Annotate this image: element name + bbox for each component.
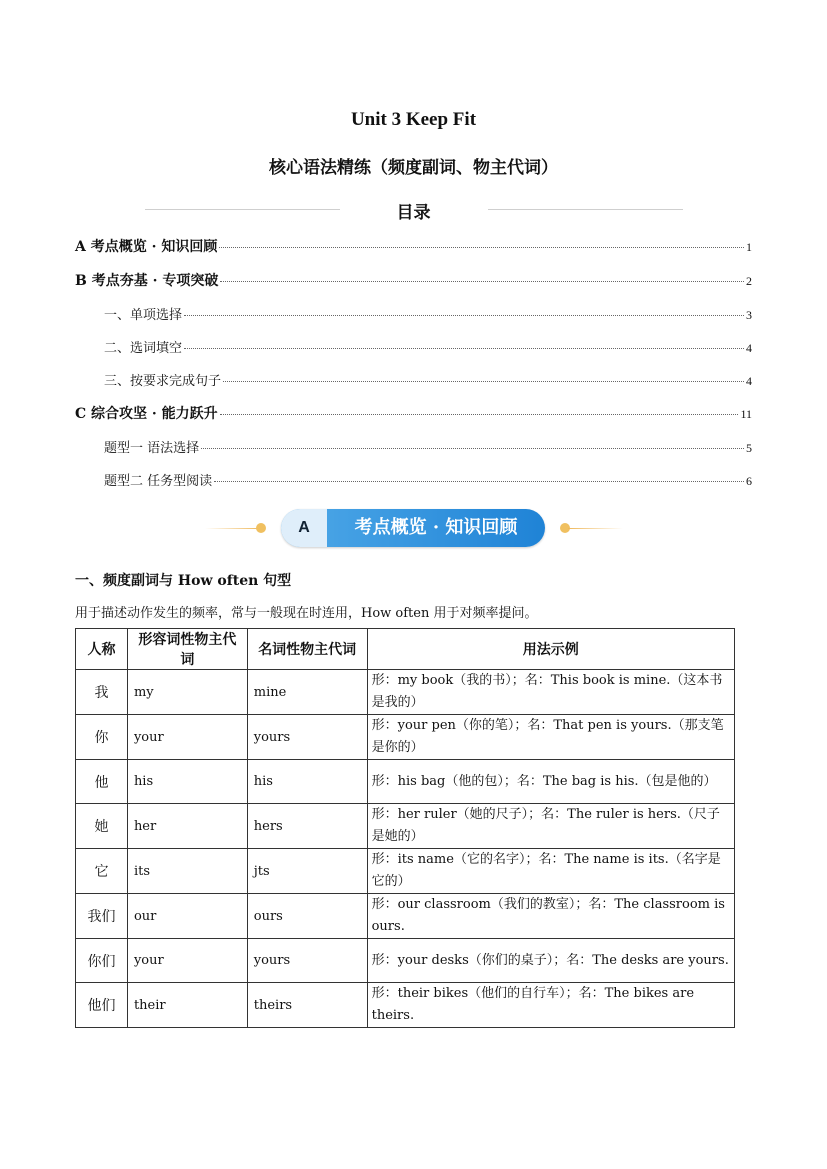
toc-entry[interactable] (104, 470, 752, 492)
banner-letter: A (281, 509, 327, 547)
table-header-cell: 名词性物主代词 (247, 629, 367, 670)
table-row (76, 715, 735, 760)
toc-entry[interactable] (75, 270, 752, 292)
toc-heading-text: 目录 (396, 203, 431, 223)
table-row (76, 670, 735, 715)
toc-entry-label: 题型二 任务型阅读 (104, 474, 213, 489)
adjective-pronoun-cell: your (127, 939, 247, 983)
toc-entry-label: C 综合攻坚 · 能力跃升 (75, 406, 218, 422)
person-cell: 我们 (76, 894, 128, 939)
usage-example-cell: 形：our classroom（我们的教室）；名：The classroom is ours. (367, 894, 734, 939)
toc-entry-page: 2 (746, 274, 752, 288)
table-header-cell: 人称 (76, 629, 128, 670)
toc-entry-page: 4 (746, 374, 752, 388)
toc-leader-dots (223, 381, 744, 382)
noun-pronoun-cell: mine (247, 670, 367, 715)
toc-entry[interactable] (104, 337, 752, 359)
table-header-cell: 用法示例 (367, 629, 734, 670)
toc-leader-dots (220, 281, 744, 282)
banner-line-right (568, 528, 623, 529)
toc-entry[interactable] (104, 437, 752, 459)
toc-entry-label: B 考点夯基 · 专项突破 (75, 273, 219, 289)
table-header-cell: 形容词性物主代词 (127, 629, 247, 670)
noun-pronoun-cell: his (247, 760, 367, 804)
adjective-pronoun-cell: her (127, 804, 247, 849)
table-row (76, 760, 735, 804)
document-title: Unit 3 Keep Fit (350, 109, 477, 130)
adjective-pronoun-cell: its (127, 849, 247, 894)
pronoun-table (75, 628, 735, 1028)
toc-leader-dots (214, 481, 744, 482)
noun-pronoun-cell: yours (247, 939, 367, 983)
usage-example-cell: 形：her ruler（她的尺子）；名：The ruler is hers.（尺子是她的） (367, 804, 734, 849)
table-row (76, 894, 735, 939)
adjective-pronoun-cell: his (127, 760, 247, 804)
usage-example-cell: 形：my book（我的书）；名：This book is mine.（这本书是我的） (367, 670, 734, 715)
section-title: 一、频度副词与 How often 句型 (75, 573, 292, 589)
toc-leader-dots (220, 414, 739, 415)
toc-entry[interactable] (104, 304, 752, 326)
noun-pronoun-cell: ours (247, 894, 367, 939)
toc-entry-page: 1 (746, 240, 752, 254)
person-cell: 他们 (76, 983, 128, 1028)
usage-example-cell: 形：his bag（他的包）；名：The bag is his.（包是他的） (367, 760, 734, 804)
toc-leader-dots (184, 315, 744, 316)
toc-entry[interactable] (75, 236, 752, 258)
table-row (76, 804, 735, 849)
toc-entry-label: 题型一 语法选择 (104, 441, 200, 456)
toc-leader-dots (201, 448, 744, 449)
noun-pronoun-cell: hers (247, 804, 367, 849)
banner-dot-left-icon (256, 523, 266, 533)
adjective-pronoun-cell: your (127, 715, 247, 760)
noun-pronoun-cell: jts (247, 849, 367, 894)
usage-example-cell: 形：its name（它的名字）；名：The name is its.（名字是它的） (367, 849, 734, 894)
toc-entry-page: 4 (746, 341, 752, 355)
section-banner (0, 507, 827, 549)
usage-example-cell: 形：their bikes（他们的自行车）；名：The bikes are theirs. (367, 983, 734, 1028)
document-subtitle: 核心语法精练（频度副词、物主代词） (269, 158, 558, 178)
toc-entry-page: 6 (746, 474, 752, 488)
person-cell: 你 (76, 715, 128, 760)
toc-entry[interactable] (75, 403, 752, 425)
toc-entry-label: 三、按要求完成句子 (104, 374, 222, 389)
banner-text: 考点概览 · 知识回顾 (354, 517, 518, 538)
toc-leader-dots (184, 348, 744, 349)
toc-leader-dots (219, 247, 744, 248)
table-row (76, 983, 735, 1028)
toc-divider-right (488, 209, 683, 210)
toc-entry-page: 3 (746, 308, 752, 322)
toc-entry-page: 5 (746, 441, 752, 455)
toc-entry-label: A 考点概览 · 知识回顾 (75, 239, 218, 255)
adjective-pronoun-cell: our (127, 894, 247, 939)
toc-entry-label: 二、选词填空 (104, 341, 183, 356)
person-cell: 她 (76, 804, 128, 849)
noun-pronoun-cell: yours (247, 715, 367, 760)
toc-heading (0, 198, 827, 222)
table-row (76, 939, 735, 983)
usage-example-cell: 形：your pen（你的笔）；名：That pen is yours.（那支笔是你的） (367, 715, 734, 760)
banner-line-left (205, 528, 260, 529)
person-cell: 它 (76, 849, 128, 894)
toc-entry-label: 一、单项选择 (104, 308, 183, 323)
usage-example-cell: 形：your desks（你们的桌子）；名：The desks are yours. (367, 939, 734, 983)
table-header-row (76, 629, 735, 670)
toc-entry-page: 11 (740, 407, 752, 421)
toc-entry[interactable] (104, 370, 752, 392)
person-cell: 他 (76, 760, 128, 804)
adjective-pronoun-cell: my (127, 670, 247, 715)
adjective-pronoun-cell: their (127, 983, 247, 1028)
table-row (76, 849, 735, 894)
section-description: 用于描述动作发生的频率，常与一般现在时连用，How often 用于对频率提问。 (75, 606, 538, 621)
person-cell: 我 (76, 670, 128, 715)
noun-pronoun-cell: theirs (247, 983, 367, 1028)
person-cell: 你们 (76, 939, 128, 983)
